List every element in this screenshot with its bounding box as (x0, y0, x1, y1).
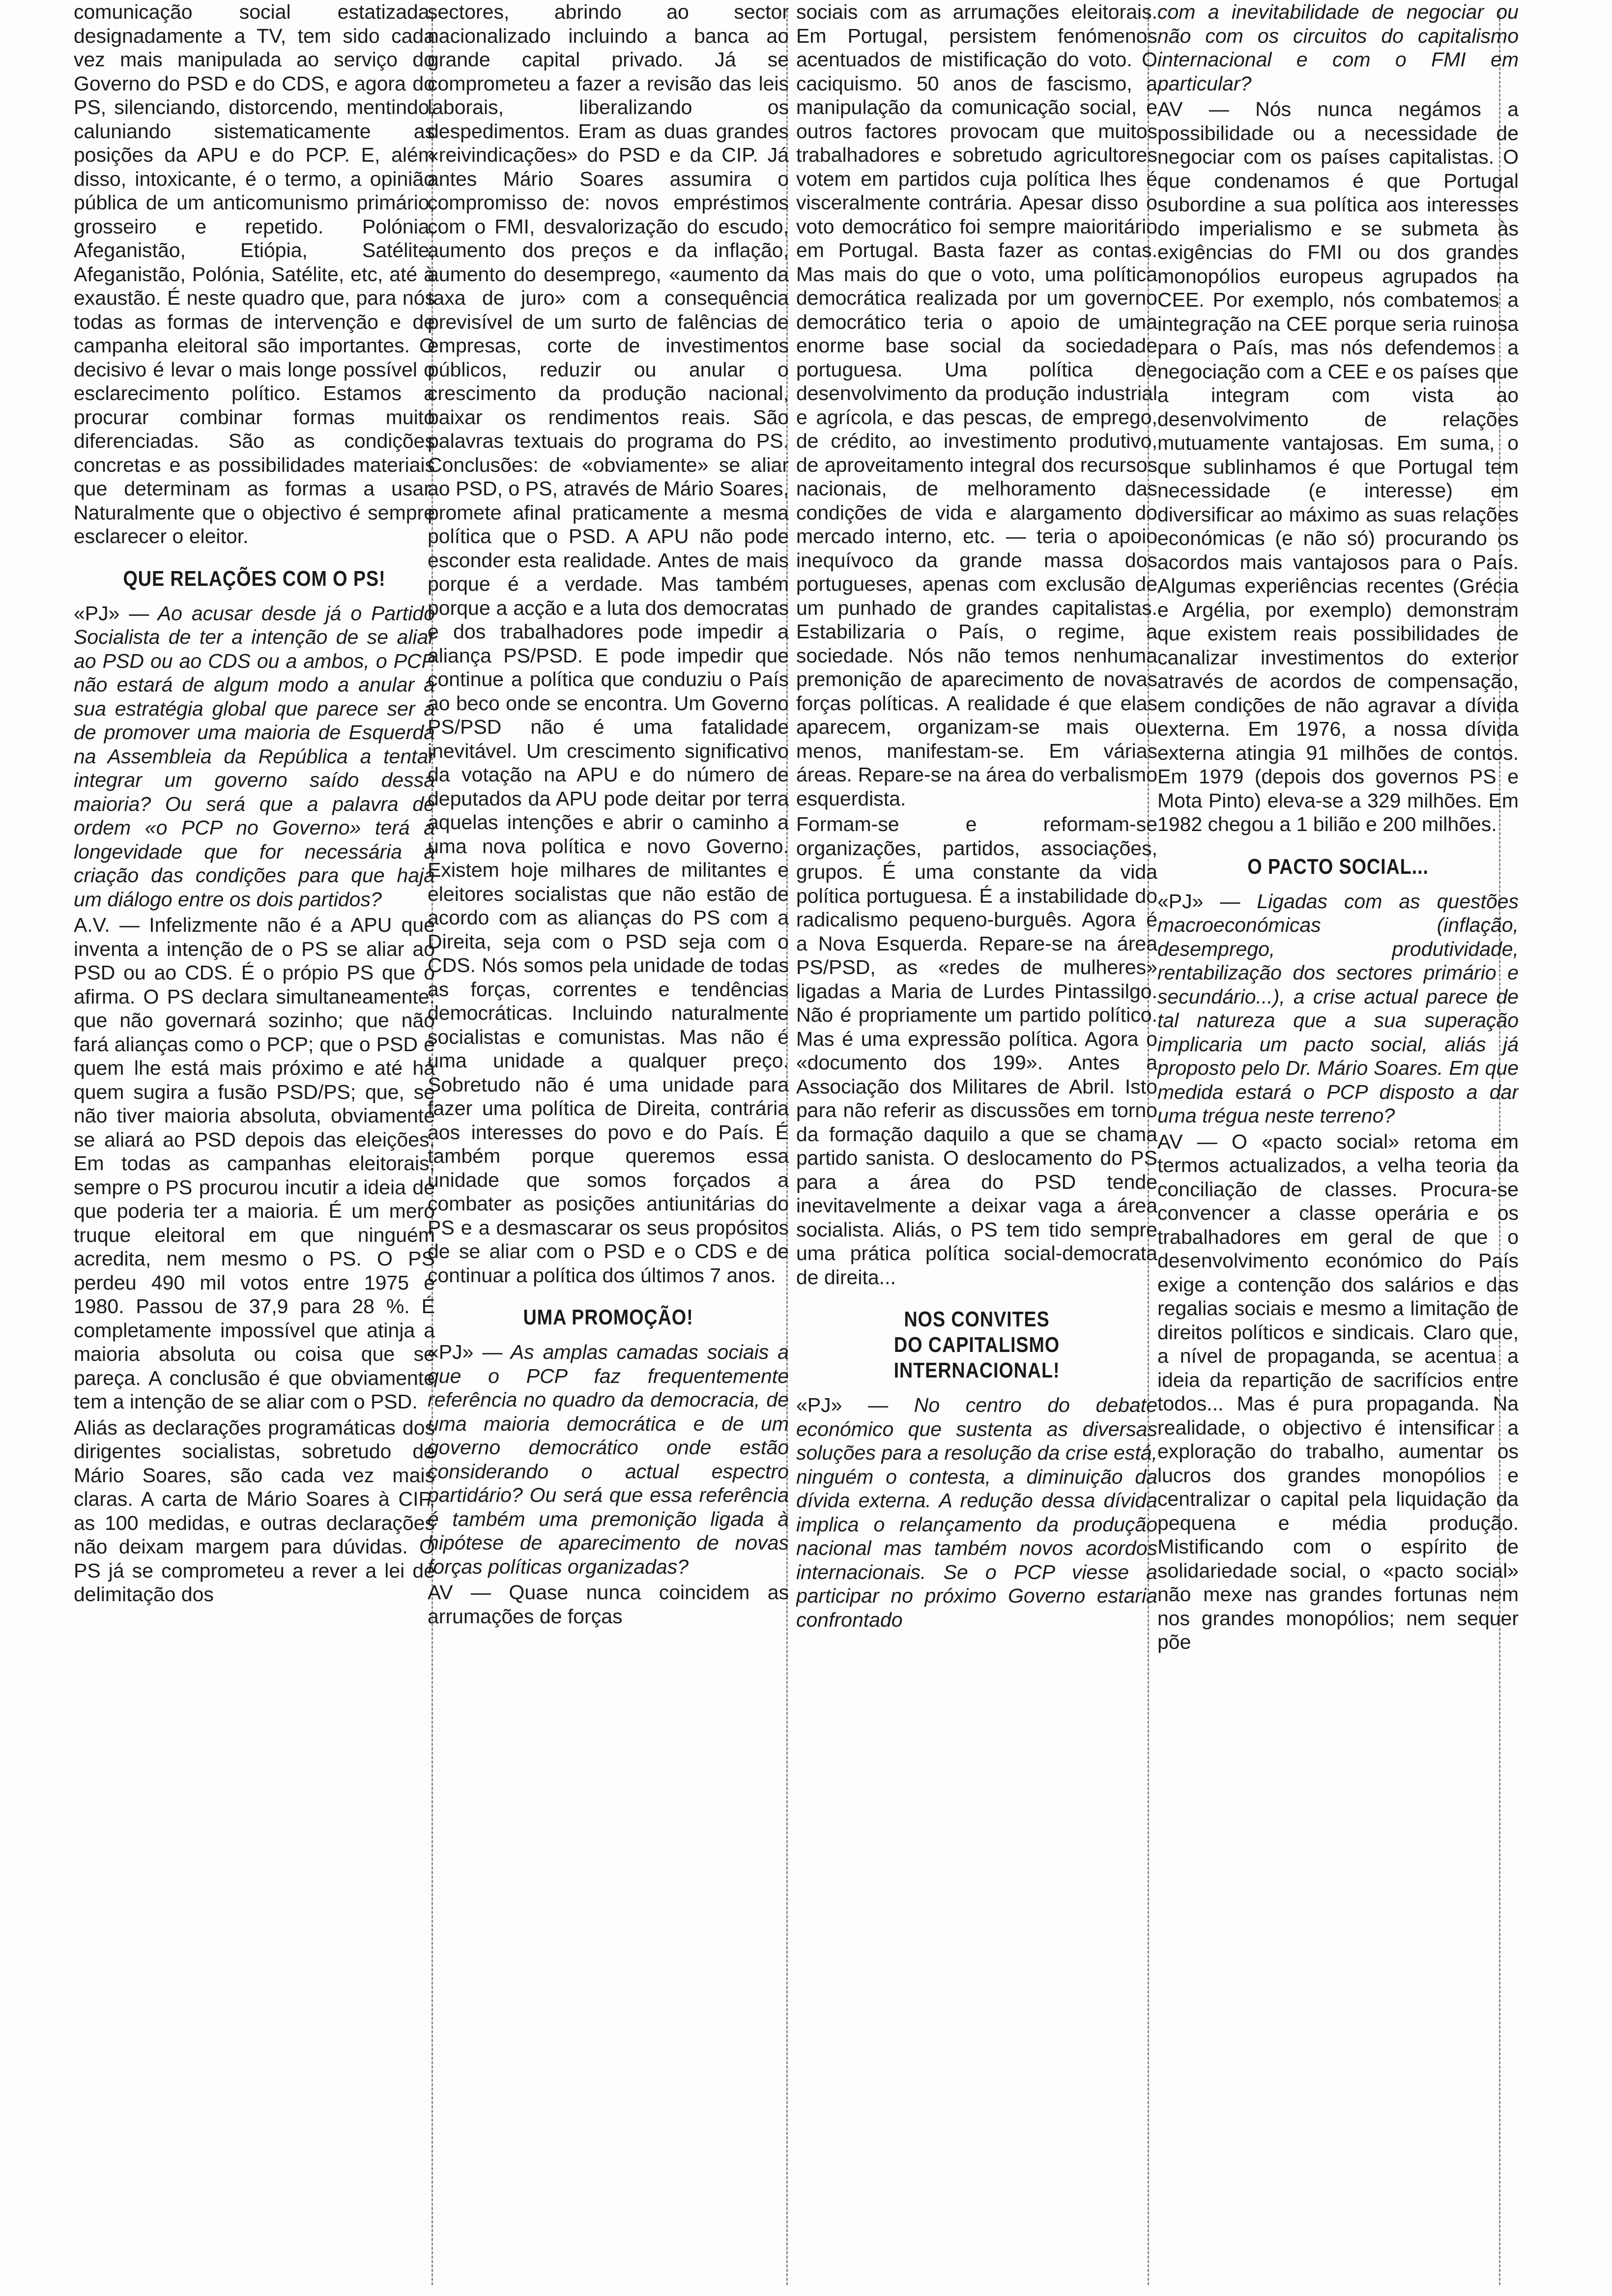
question-text: Ao acusar desde já o Partido Socialista de ter a intenção de se aliar ao PSD ou ao CDS ou a ambos, o PCP não estará de algum modo a anular a sua estratégia global que parece ser a de promover uma maioria de Esquerda na Assembleia da República a tentar integrar um governo saído dessa maioria? Ou será que a palavra de ordem «o PCP no Governo» terá a longevidade que for necessária à criação das condições para que haja um diálogo entre os dois partidos? (74, 602, 435, 911)
question-text: As amplas camadas sociais a que o PCP faz frequentemente referência no quadro da democracia, de uma maioria democrática e de um governo democrático onde estão considerando o actual espectro partidário? Ou será que essa referência é também uma premonição ligada à hipótese de aparecimento de novas forças políticas organizadas? (428, 1341, 789, 1578)
speaker-label: «PJ» — (796, 1394, 889, 1416)
section-heading-line: UMA PROMOÇÃO! (523, 1305, 693, 1329)
speaker-label: «PJ» — (1157, 890, 1240, 913)
body-paragraph: comunicação social estatizada, designadamente a TV, tem sido cada vez mais manipulada ao serviço do Governo do PSD e do CDS, e agora do PS, silenciando, distorcendo, mentindo, caluniando sistematicamente as posições da APU e do PCP. E, além disso, intoxicante, é o termo, a opinião pública de um anticomunismo primário, grosseiro e repetido. Polónia, Afeganistão, Etiópia, Satélite, Afeganistão, Polónia, Satélite, etc, até à exaustão. É neste quadro que, para nós todas as formas de intervenção e de campanha eleitoral são importantes. O decisivo é levar o mais longe possível o esclarecimento político. Estamos a procurar combinar formas muito diferenciadas. São as condições concretas e as possibilidades materiais que determinam as formas a usar. Naturalmente que o objectivo é sempre esclarecer o eleitor. (74, 0, 435, 547)
speaker-label: «PJ» — (74, 602, 149, 625)
section-heading (821, 1307, 1132, 1383)
article-column-3 (796, 0, 1157, 2296)
section-heading-line: O PACTO SOCIAL... (1247, 854, 1429, 879)
section-heading (453, 1305, 763, 1330)
interviewer-question (1157, 0, 1519, 95)
section-heading (99, 566, 409, 592)
question-text: No centro do debate económico que sustenta as diversas soluções para a resolução da crise está, ninguém o contesta, a diminuição da dívida externa. A redução dessa dívida implica o relançamento da produção nacional mas também novos acordos internacionais. Se o PCP viesse a participar no próximo Governo estaria confrontado (796, 1394, 1157, 1631)
section-heading-line: DO CAPITALISMO (893, 1333, 1060, 1357)
section-heading-line: NOS CONVITES (904, 1307, 1050, 1331)
interviewer-question (796, 1393, 1157, 1632)
article-column-2 (428, 0, 789, 2296)
body-paragraph: AV — Quase nunca coincidem as arrumações de forças (428, 1581, 789, 1628)
article-column-1 (74, 0, 435, 2296)
body-paragraph: sectores, abrindo ao sector nacionalizado incluindo a banca ao grande capital privado. Já se comprometeu a fazer a revisão das leis laborais, liberalizando os despedimentos. Eram as duas grandes «reivindicações» do PSD e da CIP. Já antes Mário Soares assumira o compromisso de: novos empréstimos com o FMI, desvalorização do escudo, aumento dos preços e da inflação, aumento do desemprego, «aumento da taxa de juro» com a consequência previsível de um surto de falências de empresas, corte de investimentos públicos, reduzir ou anular o crescimento da produção nacional, baixar os rendimentos reais. São palavras textuais do programa do PS. Conclusões: de «obviamente» se aliar ao PSD, o PS, através de Mário Soares, promete afinal praticamente a mesma política que o PSD. A APU não pode esconder esta realidade. Antes de mais porque é a verdade. Mas também porque a acção e a luta dos democratas e dos trabalhadores pode impedir a aliança PS/PSD. E pode impedir que continue a política que conduziu o País ao beco onde se encontra. Um Governo PS/PSD não é uma fatalidade inevitável. Um crescimento significativo da votação na APU e do número de deputados da APU pode deitar por terra aquelas intenções e abrir o caminho a uma nova política e novo Governo. Existem hoje milhares de militantes e eleitores socialistas que não estão de acordo com as alianças do PS com a Direita, seja com o PSD seja com o CDS. Nós somos pela unidade de todas as forças, correntes e tendências democráticas. Incluindo naturalmente socialistas e comunistas. Mas não é uma unidade a qualquer preço. Sobretudo não é uma unidade para fazer uma política de Direita, contrária aos interesses do povo e do País. É também porque queremos essa unidade que somos forçados a combater as posições antiunitárias do PS e a desmascarar os seus propósitos de se aliar com o PSD e o CDS e de continuar a política dos últimos 7 anos. (428, 0, 789, 1287)
section-heading-line: INTERNACIONAL! (893, 1358, 1060, 1382)
body-paragraph: AV — Nós nunca negámos a possibilidade ou a necessidade de negociar com os países capitalistas. O que condenamos é que Portugal subordine a sua política aos interesses do imperialismo e se submeta às exigências do FMI ou dos grandes monopólios europeus agrupados na CEE. Por exemplo, nós combatemos a integração na CEE porque seria ruinosa para o País, mas nós defendemos a negociação com a CEE e os países que a integram com vista ao desenvolvimento de relações mutuamente vantajosas. Em suma, o que sublinhamos é que Portugal tem necessidade (e interesse) em diversificar ao máximo as suas relações económicas (e não só) procurando os acordos mais vantajosos para o País. Algumas experiências recentes (Grécia e Argélia, por exemplo) demonstram que existem reais possibilidades de canalizar investimentos do exterior através de acordos de compensação, em condições de não agravar a dívida externa. Em 1976, a nossa dívida externa atingia 91 milhões de contos. Em 1979 (depois dos governos PS e Mota Pinto) eleva-se a 329 milhões. Em 1982 chegou a 1 bilião e 200 milhões. (1157, 98, 1519, 835)
speaker-label: «PJ» — (428, 1341, 503, 1363)
section-heading (1182, 854, 1493, 880)
body-paragraph: A.V. — Infelizmente não é a APU que inventa a intenção de o PS se aliar ao PSD ou ao CDS. É o própio PS que o afirma. O PS declara simultaneamente: que não governará sozinho; que não fará alianças como o PCP; que o PSD é quem lhe está mais próximo e até há quem sugira a fusão PSD/PS; que, se não tiver maioria absoluta, obviamente se aliará ao PSD depois das eleições. Em todas as campanhas eleitorais, sempre o PS procurou incutir a ideia de que poderia ter a maioria. É um mero truque eleitoral em que ninguém acredita, nem mesmo o PS. O PS perdeu 490 mil votos entre 1975 e 1980. Passou de 37,9 para 28 %. É completamente impossível que atinja a maioria absoluta ou coisa que se pareça. A conclusão é que obviamente tem a intenção de se aliar com o PSD. (74, 914, 435, 1413)
interviewer-question (74, 602, 435, 912)
body-paragraph: sociais com as arrumações eleitorais. Em Portugal, persistem fenómenos acentuados de mistificação do voto. O caciquismo. 50 anos de fascismo, a manipulação da comunicação social, e outros factores provocam que muitos trabalhadores e sobretudo agricultores votem em partidos cuja política lhes é visceralmente contrária. Apesar disso o voto democrático foi sempre maioritário em Portugal. Basta fazer as contas. Mas mais do que o voto, uma política democrática realizada por um governo democrático teria o apoio de uma enorme base social da sociedade portuguesa. Uma política de desenvolvimento da produção industrial e agrícola, e das pescas, de emprego, de crédito, ao investimento produtivo, de aproveitamento integral dos recursos nacionais, de melhoramento das condições de vida e alargamento do mercado interno, etc. — teria o apoio inequívoco da grande massa dos portugueses, apenas com exclusão de um punhado de grandes capitalistas. Estabilizaria o País, o regime, a sociedade. Nós não temos nenhuma premonição de aparecimento de novas forças políticas. A realidade é que elas aparecem, organizam-se mais ou menos, manifestam-se. Em várias áreas. Repare-se na área do verbalismo esquerdista. (796, 0, 1157, 810)
question-text: Ligadas com as questões macroeconómicas (inflação, desemprego, produtividade, rentabilização dos sectores primário e secundário...), a crise actual parece de tal natureza que a sua superação implicaria um pacto social, aliás já proposto pelo Dr. Mário Soares. Em que medida estará o PCP disposto a dar uma trégua neste terreno? (1157, 890, 1519, 1127)
article-column-4 (1157, 0, 1519, 2296)
body-paragraph: Formam-se e reformam-se organizações, partidos, associações, grupos. É uma constante da vida política portuguesa. É a instabilidade do radicalismo pequeno-burguês. Agora é a Nova Esquerda. Repare-se na área PS/PSD, as «redes de mulheres» ligadas a Maria de Lurdes Pintassilgo. Não é propriamente um partido político. Mas é uma expressão política. Agora o «documento dos 199». Antes a Associação dos Militares de Abril. Isto para não referir as discussões em torno da formação daquilo a que se chama partido sanista. O deslocamento do PS para a área do PSD tende inevitavelmente a deixar vaga a área socialista. Aliás, o PS tem tido sempre uma prática política social-democrata de direita... (796, 813, 1157, 1289)
interviewer-question (428, 1340, 789, 1578)
section-heading-line: QUE RELAÇÕES COM O PS! (123, 566, 386, 591)
body-paragraph: Aliás as declarações programáticas dos dirigentes socialistas, sobretudo de Mário Soares, são cada vez mais claras. A carta de Mário Soares à CIP, as 100 medidas, e outras declarações não deixam margem para dúvidas. O PS já se comprometeu a rever a lei de delimitação dos (74, 1416, 435, 1606)
interviewer-question (1157, 890, 1519, 1128)
body-paragraph: AV — O «pacto social» retoma em termos actualizados, a velha teoria da conciliação de classes. Procura-se convencer a classe operária e os trabalhadores em geral de que o desenvolvimento económico do País exige a contenção dos salários e das regalias sociais e mesmo a limitação de direitos políticos e sindicais. Claro que, a nível de propaganda, se acentua a ideia da repartição de sacrifícios entre todos... Mas é pura propaganda. Na realidade, o objectivo é intensificar a exploração do trabalho, aumentar os lucros dos grandes monopólios e centralizar o capital pela liquidação da pequena e média produção. Mistificando com o espírito de solidariedade social, o «pacto social» não mexe nas grandes fortunas nem nos grandes monopólios; nem sequer põe (1157, 1130, 1519, 1653)
question-text: com a inevitabilidade de negociar ou não com os circuitos do capitalismo internacional e com o FMI em particular? (1157, 0, 1519, 95)
